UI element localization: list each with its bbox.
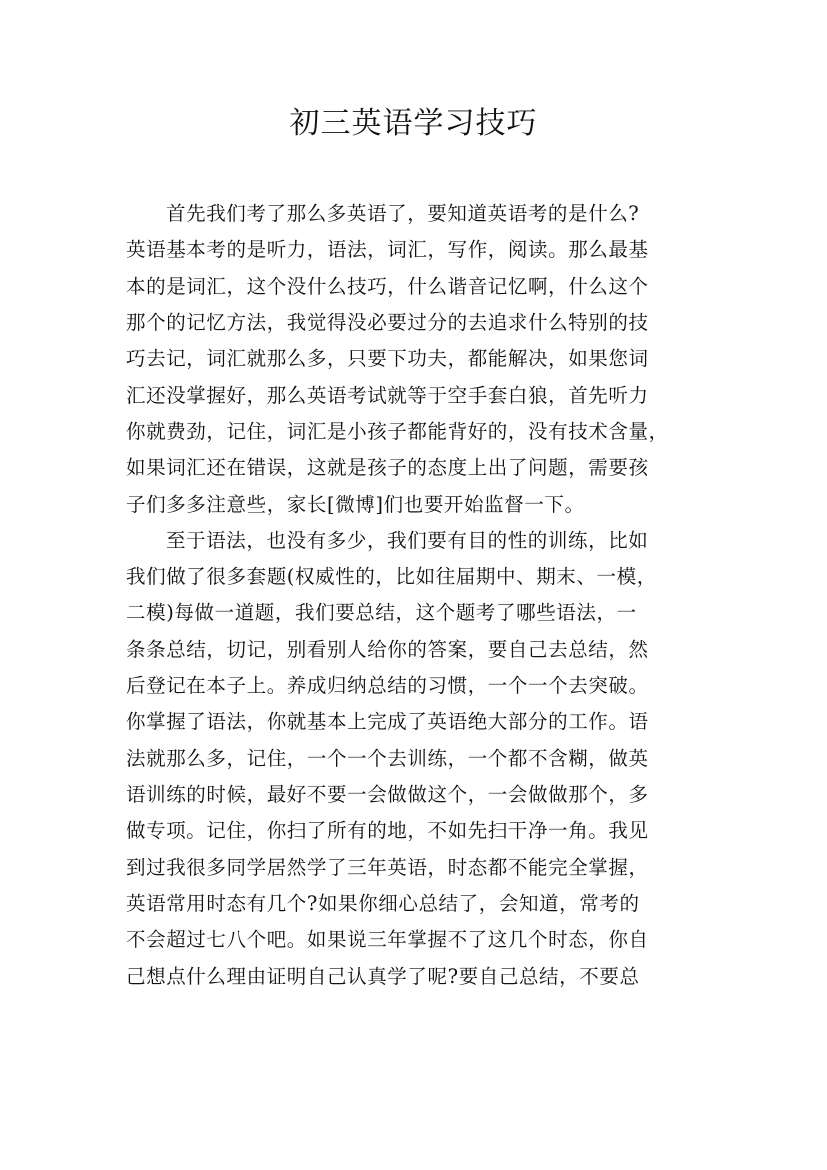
paragraph-line: 二模)每做一道题，我们要总结，这个题考了哪些语法，一: [126, 601, 637, 625]
paragraph-line: 本的是词汇，这个没什么技巧，什么谐音记忆啊，什么这个: [126, 274, 649, 298]
paragraph-line: 你掌握了语法，你就基本上完成了英语绝大部分的工作。语: [126, 710, 649, 734]
paragraph-line: 条条总结，切记，别看别人给你的答案，要自己去总结，然: [126, 637, 649, 661]
paragraph-line: 汇还没掌握好，那么英语考试就等于空手套白狼，首先听力: [126, 383, 649, 407]
paragraph-line: 那个的记忆方法，我觉得没必要过分的去追求什么特别的技: [126, 310, 649, 334]
paragraph-line: 己想点什么理由证明自己认真学了呢?要自己总结，不要总: [126, 964, 640, 988]
paragraph-line: 如果词汇还在错误，这就是孩子的态度上出了问题，需要孩: [126, 456, 649, 480]
paragraph-line: 英语常用时态有几个?如果你细心总结了，会知道，常考的: [126, 891, 640, 915]
paragraph-line: 法就那么多，记住，一个一个去训练，一个都不含糊，做英: [126, 746, 649, 770]
paragraph-line: 你就费劲，记住，词汇是小孩子都能背好的，没有技术含量，: [126, 419, 669, 443]
paragraph-line: 我们做了很多套题(权威性的，比如往届期中、期末、一模，: [126, 565, 657, 589]
document-title: 初三英语学习技巧: [289, 106, 538, 141]
paragraph-line: 英语基本考的是听力，语法，词汇，写作，阅读。那么最基: [126, 238, 649, 262]
paragraph-line: 语训练的时候，最好不要一会做做这个，一会做做那个，多: [126, 783, 649, 806]
document-body: [126, 196, 706, 995]
paragraph-line: 至于语法，也没有多少，我们要有目的性的训练，比如: [166, 528, 649, 552]
paragraph-line: 巧去记，词汇就那么多，只要下功夫，都能解决，如果您词: [126, 347, 649, 371]
paragraph-line: 首先我们考了那么多英语了，要知道英语考的是什么?: [166, 202, 640, 225]
paragraph-line: 不会超过七八个吧。如果说三年掌握不了这几个时态，你自: [126, 928, 649, 952]
paragraph-line: 子们多多注意些，家长[微博]们也要开始监督一下。: [126, 492, 585, 516]
paragraph-line: 做专项。记住，你扫了所有的地，不如先扫干净一角。我见: [126, 819, 649, 843]
paragraph-line: 到过我很多同学居然学了三年英语，时态都不能完全掌握，: [126, 855, 649, 879]
paragraph-line: 后登记在本子上。养成归纳总结的习惯，一个一个去突破。: [126, 674, 649, 698]
